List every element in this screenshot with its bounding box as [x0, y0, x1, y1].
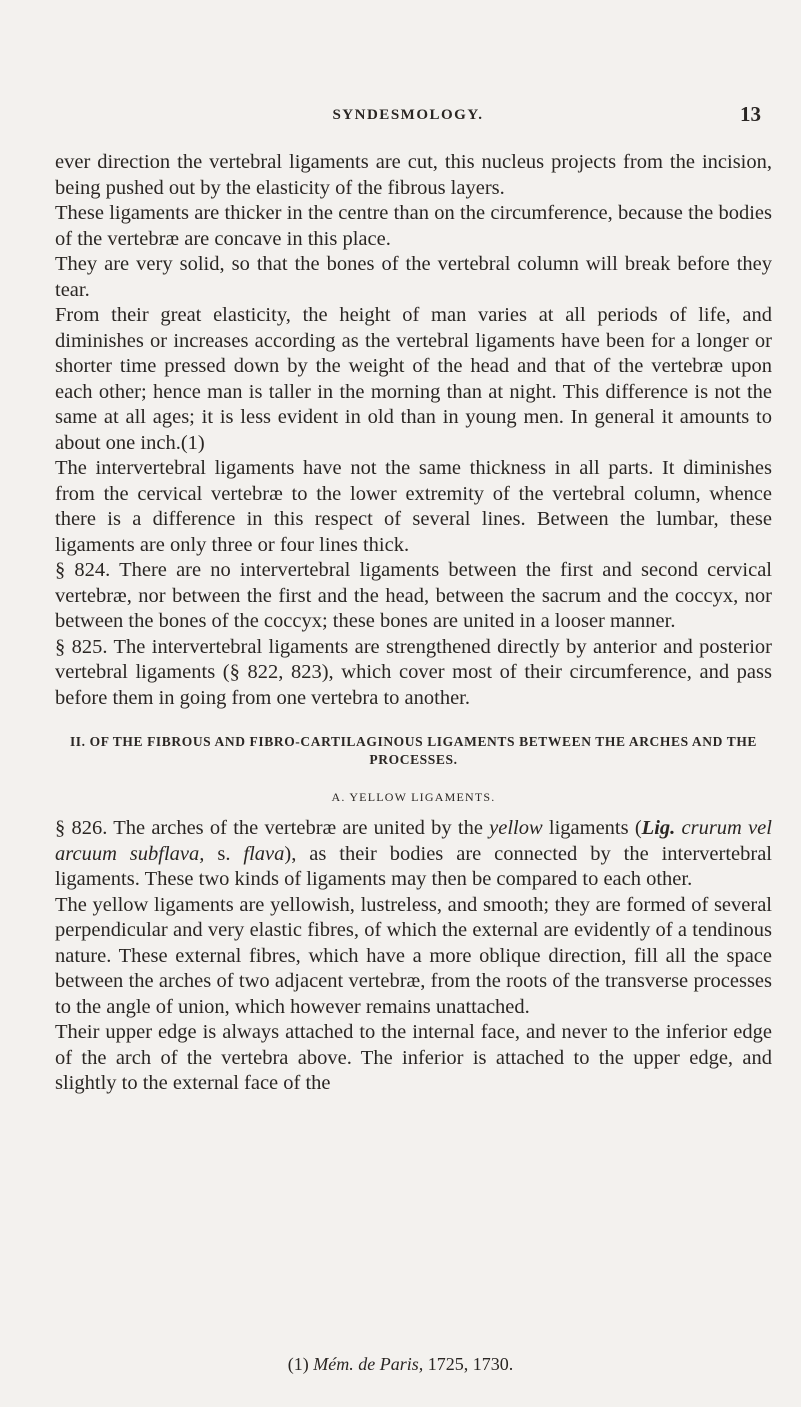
- italic-term: yellow: [489, 817, 543, 839]
- page-number: 13: [740, 102, 761, 126]
- footnote-years: 1725, 1730.: [423, 1354, 514, 1374]
- footnote-marker: (1): [287, 1354, 314, 1374]
- paragraph: From their great elasticity, the height of man varies at all periods of life, and diminishes or increases according as the vertebral ligaments have been for a longer or shorter time pressed down by the weight of the head and that of the vertebræ upon each other; hence man is taller in the morning than at night. This difference is not the same at all ages; it is less evident in old than in young men. In general it amounts to about one inch.(1): [55, 304, 772, 454]
- page-header: [55, 104, 761, 128]
- subsection-heading: A. YELLOW LIGAMENTS.: [331, 790, 496, 804]
- footnote: [0, 1354, 801, 1375]
- text-run: s.: [204, 842, 244, 865]
- paragraph-824: § 824. There are no intervertebral ligaments between the first and second cervical vertebræ, nor between the first and the head, between the sacrum and the coccyx, nor between the bones of the coccyx; these bones are united in a looser manner.: [55, 559, 772, 632]
- paragraph: The yellow ligaments are yellowish, lustreless, and smooth; they are formed of several perpendicular and very elastic fibres, of which the external are evidently of a tendinous nature. These external fibres, which have a more oblique direction, fill all the space between the arches of two adjacent vertebræ, from the roots of the transverse processes to the angle of union, which however remains unattached.: [55, 893, 772, 1018]
- section-heading: II. OF THE FIBROUS AND FIBRO-CARTILAGINOUS LIGAMENTS BETWEEN THE ARCHES AND THE PROCESSES.: [69, 734, 758, 767]
- latin-term: Lig.: [641, 817, 676, 839]
- running-head: SYNDESMOLOGY.: [332, 107, 484, 123]
- text-run: ligaments (: [542, 817, 642, 839]
- text-run: ), as their bodies are connected by the intervertebral ligaments. These two kinds of ligaments may then be compared to each other.: [55, 842, 773, 890]
- footnote-source: Mém. de Paris,: [313, 1354, 424, 1374]
- paragraph: ever direction the vertebral ligaments are cut, this nucleus projects from the incision, being pushed out by the elasticity of the fibrous layers.: [55, 151, 772, 199]
- paragraph: Their upper edge is always attached to the internal face, and never to the inferior edge of the arch of the vertebra above. The inferior is attached to the upper edge, and slightly to the external face of the: [55, 1021, 772, 1094]
- paragraph: They are very solid, so that the bones of the vertebral column will break before they tear.: [55, 253, 772, 301]
- body-text: [55, 150, 772, 1097]
- paragraph: The intervertebral ligaments have not the same thickness in all parts. It diminishes from the cervical vertebræ to the lower extremity of the vertebral column, whence there is a difference in this respect of several lines. Between the lumbar, these ligaments are only three or four lines thick.: [55, 457, 772, 556]
- paragraph-826: [55, 816, 772, 893]
- latin-term: crurum vel arcuum subflava,: [55, 817, 772, 865]
- paragraph: These ligaments are thicker in the centre than on the circumference, because the bodies of the vertebræ are concave in this place.: [55, 202, 772, 250]
- latin-term: flava: [243, 842, 285, 865]
- paragraph-825: § 825. The intervertebral ligaments are strengthened directly by anterior and posterior vertebral ligaments (§ 822, 823), which cover most of their circumference, and pass before them in going from one vertebra to another.: [55, 635, 772, 709]
- text-run: § 826. The arches of the vertebræ are united by the: [55, 817, 490, 839]
